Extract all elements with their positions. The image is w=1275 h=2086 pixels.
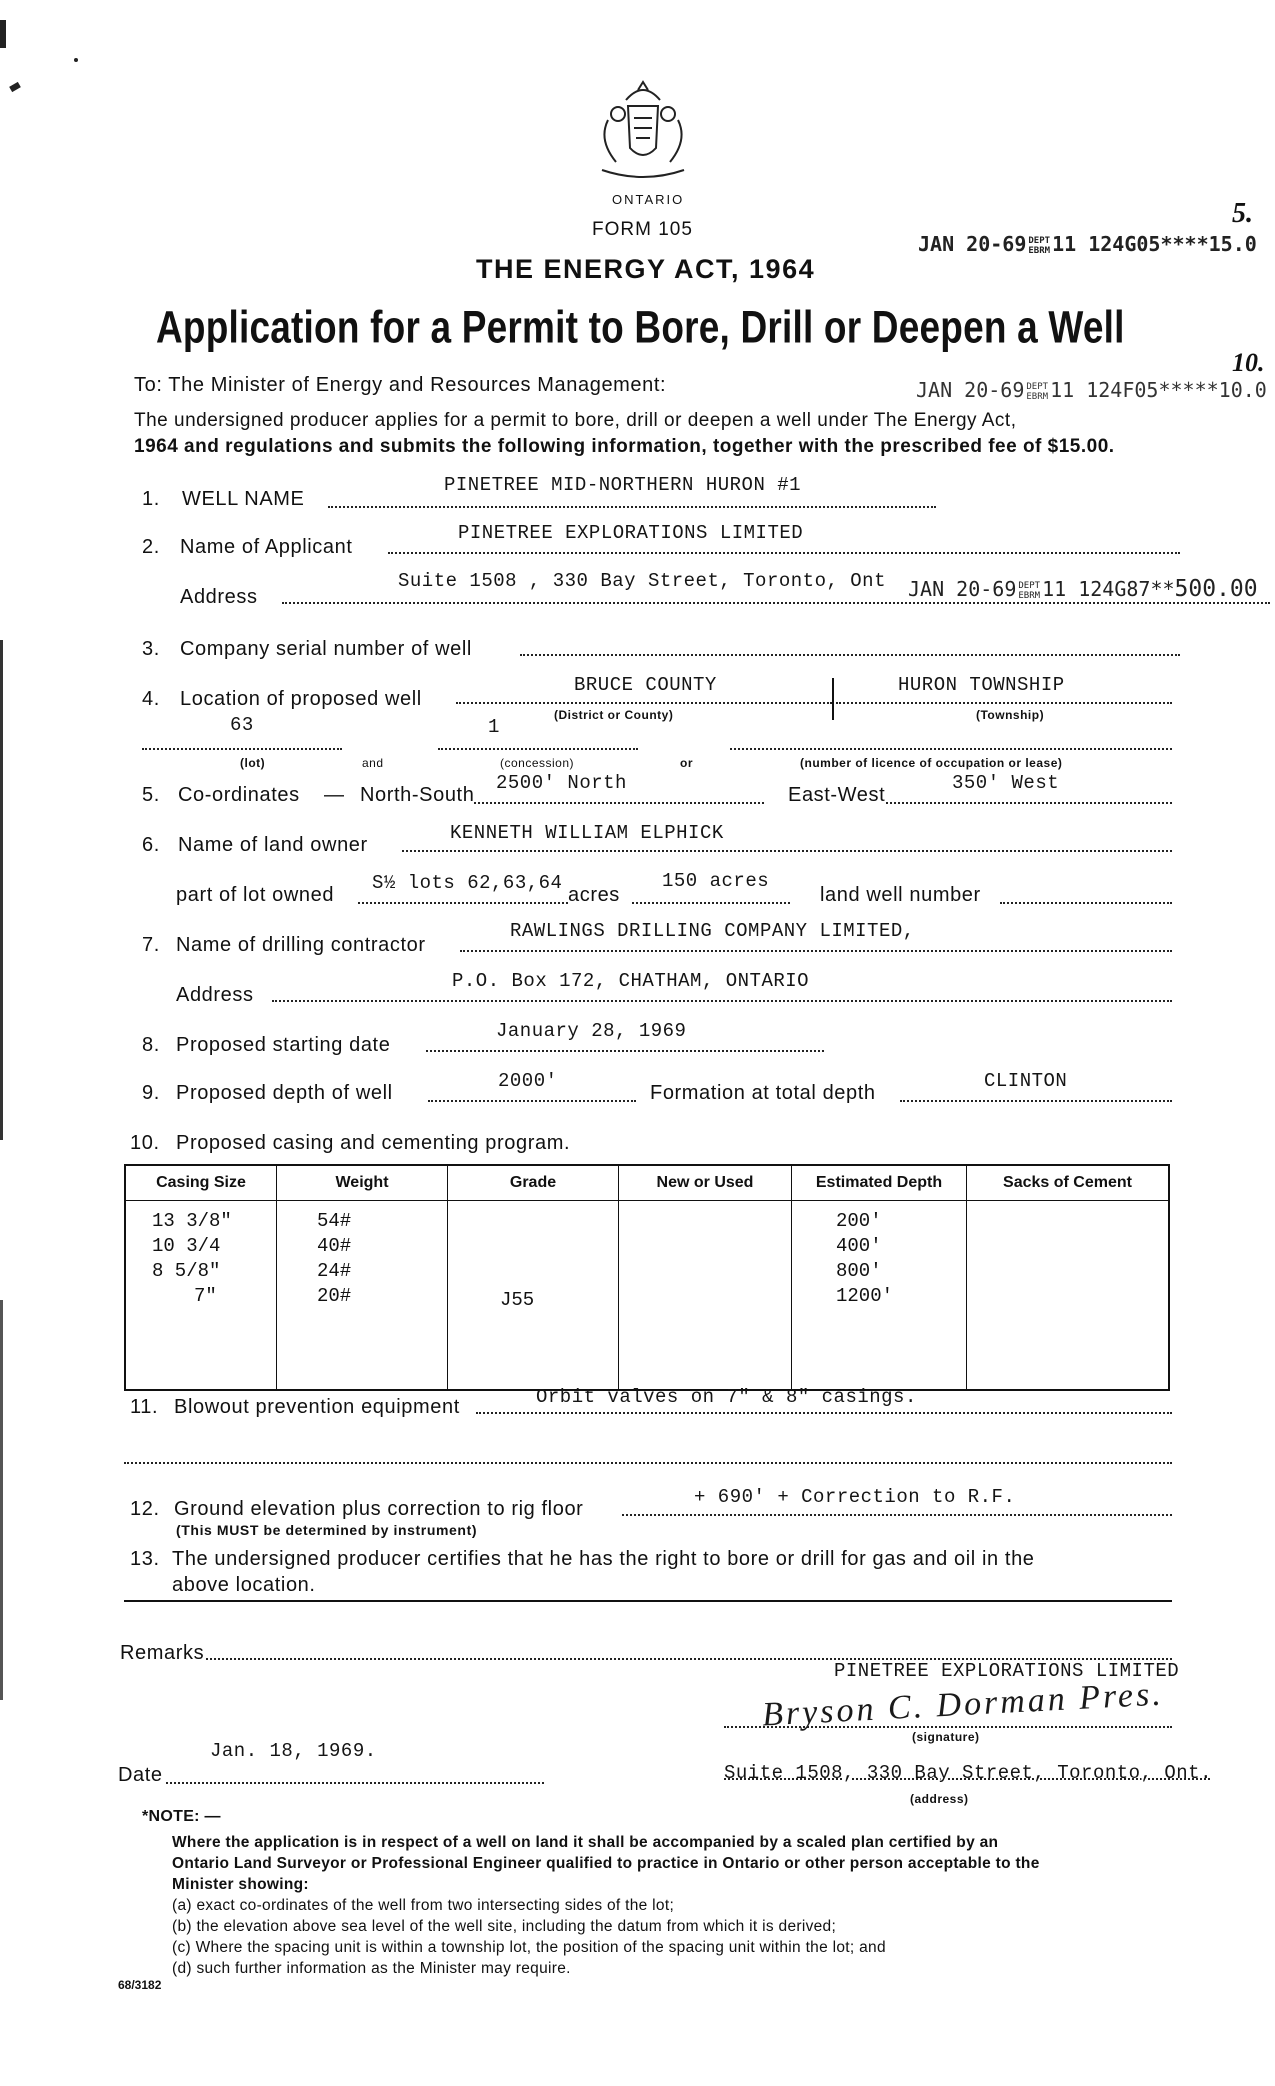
land-owner-label: Name of land owner [178,834,368,856]
company-name: PINETREE EXPLORATIONS LIMITED [834,1660,1180,1682]
blowout-line [476,1412,1172,1414]
depth-column [792,1201,967,1391]
receipt-stamp: JAN 20-69 DEPT EBRM 11 124F05*****10.0 [916,378,1267,402]
district-line [456,702,832,704]
note-title: *NOTE: — [142,1808,221,1825]
section-divider [124,1600,1172,1602]
licence-caption: (number of licence of occupation or lease) [800,756,1063,770]
table-cell [500,1259,618,1284]
new-or-used-column [619,1201,792,1391]
field-divider [832,678,834,720]
serial-number-line [520,654,1180,656]
item-number: 1. [142,488,160,510]
item-number: 3. [142,638,160,660]
table-cell: J55 [500,1289,535,1311]
licence-line [730,748,1172,750]
item-number: 5. [142,784,160,806]
location-label: Location of proposed well [180,688,422,710]
elevation-line [622,1514,1172,1516]
table-cell: 54# [317,1210,352,1232]
receipt-stamp: JAN 20-69 DEPT EBRM 11 124G87**500.00 [908,576,1258,602]
start-date-label: Proposed starting date [176,1034,391,1056]
signature-line [724,1726,1172,1728]
table-cell [500,1209,618,1234]
item-number: 7. [142,934,160,956]
acres-value: 150 acres [662,870,770,892]
applicant-line [388,552,1180,554]
depth-line [428,1100,636,1102]
item-number: 9. [142,1082,160,1104]
elevation-note: (This MUST be determined by instrument) [176,1522,478,1538]
start-date-value: January 28, 1969 [496,1020,687,1042]
applicant-address-value: Suite 1508 , 330 Bay Street, Toronto, Ont [398,570,886,592]
table-cell: 40# [317,1235,352,1257]
scan-speck [0,20,6,48]
ontario-coat-of-arms [588,70,698,188]
note-text: Ontario Land Surveyor or Professional Engineer qualified to practice in Ontario or other person acceptable to the [172,1855,1040,1872]
contractor-value: RAWLINGS DRILLING COMPANY LIMITED, [510,920,915,942]
item-number: 4. [142,688,160,710]
land-well-number-line [1000,902,1172,904]
blowout-label: Blowout prevention equipment [174,1396,460,1418]
handwritten-amount: 5. [1232,198,1253,229]
handwritten-signature: Bryson C. Dorman Pres. [761,1675,1165,1734]
table-header: Sacks of Cement [967,1165,1170,1201]
township-value: HURON TOWNSHIP [898,674,1065,696]
north-south-value: 2500' North [496,772,627,794]
weight-column [277,1201,448,1391]
note-item: (a) exact co-ordinates of the well from two intersecting sides of the lot; [172,1897,675,1914]
district-value: BRUCE COUNTY [574,674,717,696]
form-code: 68/3182 [118,1978,162,1992]
grade-column [448,1201,619,1391]
table-cell: 200' [836,1210,882,1232]
date-line [166,1782,544,1784]
contractor-address-value: P.O. Box 172, CHATHAM, ONTARIO [452,970,810,992]
item-number: 11. [130,1396,159,1418]
table-cell: 10 3/4 [152,1235,221,1257]
part-of-lot-line [358,902,568,904]
township-caption: (Township) [976,708,1045,722]
lot-value: 63 [230,714,254,736]
township-line [836,702,1172,704]
north-south-label: North-South [360,784,475,806]
casing-table [124,1164,1170,1391]
east-west-line [886,802,1172,804]
note-item: (b) the elevation above sea level of the well site, including the datum from which it is derived; [172,1918,837,1935]
signer-address-value: Suite 1508, 330 Bay Street, Toronto, Ont. [724,1762,1212,1784]
formation-label: Formation at total depth [650,1082,876,1104]
blowout-line-2 [124,1462,1172,1464]
well-name-label: WELL NAME [182,488,305,510]
item-number: 6. [142,834,160,856]
applicant-label: Name of Applicant [180,536,353,558]
table-cell: 20# [317,1285,352,1307]
handwritten-amount: 10. [1232,348,1265,377]
depth-value: 2000' [498,1070,558,1092]
address-caption: (address) [910,1792,969,1806]
elevation-label: Ground elevation plus correction to rig floor [174,1498,584,1520]
scan-speck [0,1300,3,1700]
table-header: Grade [448,1165,619,1201]
contractor-label: Name of drilling contractor [176,934,426,956]
depth-label: Proposed depth of well [176,1082,393,1104]
east-west-label: East-West [788,784,886,806]
table-cell: 13 3/8" [152,1210,232,1232]
formation-line [900,1100,1172,1102]
elevation-value: + 690' + Correction to R.F. [694,1486,1016,1508]
receipt-stamp: JAN 20-69 DEPT EBRM 11 124G05****15.0 [918,232,1257,256]
acres-label: acres [568,884,620,906]
north-south-line [474,802,764,804]
remarks-label: Remarks [120,1642,205,1664]
casing-size-column [125,1201,277,1391]
blowout-value: Orbit valves on 7" & 8" casings. [536,1386,917,1408]
scan-speck [9,82,21,92]
sacks-column [967,1201,1170,1391]
note-text: Where the application is in respect of a well on land it shall be accompanied by a scaled plan certified by an [172,1834,999,1851]
table-cell: 1200' [836,1285,894,1307]
and-caption: and [362,756,384,770]
item-number: 8. [142,1034,160,1056]
intro-line: 1964 and regulations and submits the following information, together with the prescribed fee of $15.00. [134,436,1115,457]
table-cell: 800' [836,1260,882,1282]
coordinates-label: Co-ordinates [178,784,300,806]
part-of-lot-value: S½ lots 62,63,64 [372,872,563,894]
item-number: 2. [142,536,160,558]
note-text: Minister showing: [172,1876,309,1893]
lot-caption: (lot) [240,756,266,770]
lot-line [142,748,342,750]
district-caption: (District or County) [554,708,674,722]
addressee-line: To: The Minister of Energy and Resources Management: [134,374,667,396]
serial-number-label: Company serial number of well [180,638,472,660]
contractor-address-line [272,1000,1172,1002]
certification-text: The undersigned producer certifies that he has the right to bore or drill for gas and oil in the [172,1548,1035,1570]
acres-line [632,902,790,904]
contractor-line [460,950,1172,952]
table-cell [500,1234,618,1259]
casing-program-label: Proposed casing and cementing program. [176,1132,571,1154]
table-header: Estimated Depth [792,1165,967,1201]
land-owner-line [402,850,1172,852]
table-cell: 7" [194,1285,217,1307]
applicant-address-label: Address [180,586,258,608]
table-header: New or Used [619,1165,792,1201]
east-west-value: 350' West [952,772,1060,794]
table-cell: 24# [317,1260,352,1282]
table-header: Casing Size [125,1165,277,1201]
start-date-line [426,1050,824,1052]
form-number: FORM 105 [592,219,693,240]
certification-text: above location. [172,1574,316,1596]
item-number: 10. [130,1132,160,1154]
signature-caption: (signature) [912,1730,980,1744]
date-label: Date [118,1764,163,1786]
well-name-value: PINETREE MID-NORTHERN HURON #1 [444,474,802,496]
part-of-lot-label: part of lot owned [176,884,335,906]
or-caption: or [680,756,693,770]
land-well-number-label: land well number [820,884,981,906]
item-number: 13. [130,1548,160,1570]
formation-value: CLINTON [984,1070,1068,1092]
scan-speck [74,58,78,62]
note-item: (c) Where the spacing unit is within a township lot, the position of the spacing unit within the lot; and [172,1939,886,1956]
table-cell: 8 5/8" [152,1260,221,1282]
item-number: 12. [130,1498,160,1520]
well-name-line [328,506,936,508]
document-title: Application for a Permit to Bore, Drill or Deepen a Well [156,302,1125,353]
concession-caption: (concession) [500,756,575,770]
land-owner-value: KENNETH WILLIAM ELPHICK [450,822,724,844]
table-cell: 400' [836,1235,882,1257]
contractor-address-label: Address [176,984,254,1006]
applicant-address-line [282,602,1270,604]
concession-value: 1 [488,716,500,738]
coordinates-dash: — [324,784,345,806]
date-value: Jan. 18, 1969. [210,1740,377,1762]
scan-speck [0,640,3,1140]
act-title: THE ENERGY ACT, 1964 [476,254,816,284]
crest-label: ONTARIO [612,192,685,207]
applicant-value: PINETREE EXPLORATIONS LIMITED [458,522,804,544]
intro-line: The undersigned producer applies for a permit to bore, drill or deepen a well under The Energy Act, [134,410,1017,431]
note-item: (d) such further information as the Minister may require. [172,1960,571,1977]
concession-line [438,748,638,750]
table-header: Weight [277,1165,448,1201]
